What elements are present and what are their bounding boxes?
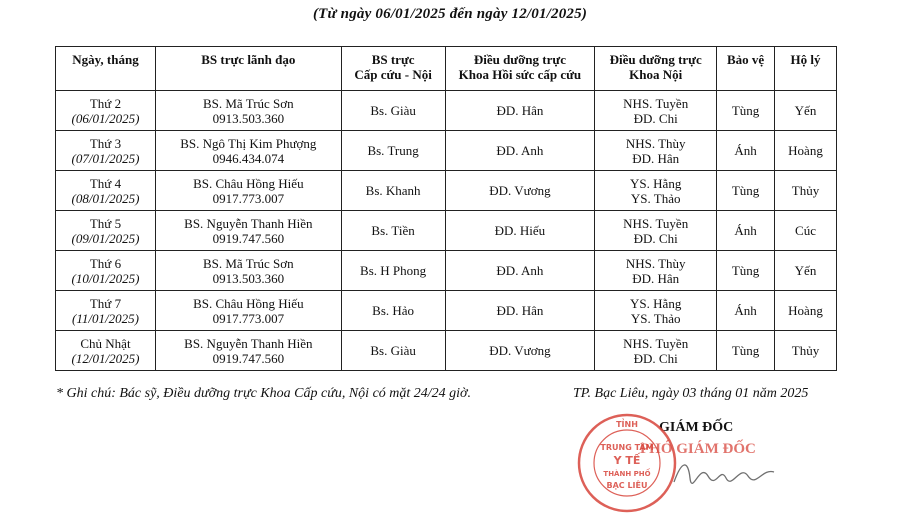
cell-icu-nurse: ĐD. Hân — [445, 91, 595, 131]
cell-date: Thứ 5 (09/01/2025) — [56, 211, 156, 251]
cell-lead-doctor: BS. Nguyễn Thanh Hiền 0919.747.560 — [155, 211, 341, 251]
cell-er-doctor: Bs. Khanh — [341, 171, 445, 211]
cell-icu-nurse: ĐD. Hân — [445, 291, 595, 331]
cell-er-doctor: Bs. Giàu — [341, 91, 445, 131]
seal-text-province: TỈNH — [616, 420, 638, 429]
cell-lead-doctor: BS. Mã Trúc Sơn 0913.503.360 — [155, 251, 341, 291]
cell-orderly: Yến — [775, 91, 837, 131]
cell-date: Thứ 7 (11/01/2025) — [56, 291, 156, 331]
seal-text-name: BẠC LIÊU — [606, 481, 648, 490]
seal-text-health: Y TẾ — [613, 454, 641, 467]
schedule-date-range: (Từ ngày 06/01/2025 đến ngày 12/01/2025) — [312, 6, 588, 22]
cell-icu-nurse: ĐD. Vương — [445, 171, 595, 211]
table-row — [56, 291, 837, 331]
header-internal-nurse: Điều dưỡng trực Khoa Nội — [595, 47, 717, 91]
table-row — [56, 171, 837, 211]
cell-icu-nurse: ĐD. Anh — [445, 131, 595, 171]
cell-er-doctor: Bs. Trung — [341, 131, 445, 171]
cell-lead-doctor: BS. Châu Hồng Hiếu 0917.773.007 — [155, 291, 341, 331]
cell-internal-nurse: NHS. Thùy ĐD. Hân — [595, 251, 717, 291]
header-orderly: Hộ lý — [775, 47, 837, 91]
cell-date: Thứ 4 (08/01/2025) — [56, 171, 156, 211]
seal-text-city: THÀNH PHỐ — [603, 470, 651, 478]
cell-guard: Tùng — [717, 171, 775, 211]
deputy-director-title: PHÓ GIÁM ĐỐC — [640, 441, 756, 457]
cell-guard: Ánh — [717, 291, 775, 331]
cell-er-doctor: Bs. Hảo — [341, 291, 445, 331]
table-header-row — [56, 47, 837, 91]
table-row — [56, 251, 837, 291]
table-row — [56, 131, 837, 171]
footnote: * Ghi chú: Bác sỹ, Điều dưỡng trực Khoa Cấp cứu, Nội có mặt 24/24 giờ. — [56, 386, 472, 401]
cell-lead-doctor: BS. Mã Trúc Sơn 0913.503.360 — [155, 91, 341, 131]
cell-orderly: Yến — [775, 251, 837, 291]
cell-date: Chủ Nhật (12/01/2025) — [56, 331, 156, 371]
header-er-doctor: BS trực Cấp cứu - Nội — [341, 47, 445, 91]
cell-orderly: Thủy — [775, 331, 837, 371]
cell-date: Thứ 6 (10/01/2025) — [56, 251, 156, 291]
cell-internal-nurse: NHS. Tuyền ĐD. Chi — [595, 331, 717, 371]
header-date: Ngày, tháng — [56, 47, 156, 91]
cell-icu-nurse: ĐD. Anh — [445, 251, 595, 291]
cell-er-doctor: Bs. Tiền — [341, 211, 445, 251]
seal-text-center: TRUNG TÂM — [600, 443, 654, 452]
cell-guard: Tùng — [717, 91, 775, 131]
table-row — [56, 211, 837, 251]
table-row — [56, 331, 837, 371]
cell-orderly: Cúc — [775, 211, 837, 251]
cell-lead-doctor: BS. Châu Hồng Hiếu 0917.773.007 — [155, 171, 341, 211]
signature-icon — [670, 452, 780, 492]
header-icu-nurse: Điều dưỡng trực Khoa Hồi sức cấp cứu — [445, 47, 595, 91]
cell-er-doctor: Bs. Giàu — [341, 331, 445, 371]
cell-icu-nurse: ĐD. Vương — [445, 331, 595, 371]
cell-lead-doctor: BS. Ngô Thị Kim Phượng 0946.434.074 — [155, 131, 341, 171]
cell-guard: Ánh — [717, 131, 775, 171]
cell-internal-nurse: YS. Hằng YS. Thảo — [595, 291, 717, 331]
cell-internal-nurse: NHS. Tuyền ĐD. Chi — [595, 91, 717, 131]
cell-orderly: Hoàng — [775, 291, 837, 331]
cell-date: Thứ 3 (07/01/2025) — [56, 131, 156, 171]
header-guard: Bảo vệ — [717, 47, 775, 91]
cell-internal-nurse: NHS. Thùy ĐD. Hân — [595, 131, 717, 171]
cell-er-doctor: Bs. H Phong — [341, 251, 445, 291]
cell-icu-nurse: ĐD. Hiếu — [445, 211, 595, 251]
duty-roster-table — [55, 46, 837, 371]
cell-internal-nurse: NHS. Tuyền ĐD. Chi — [595, 211, 717, 251]
cell-guard: Ánh — [717, 211, 775, 251]
cell-guard: Tùng — [717, 251, 775, 291]
cell-orderly: Hoàng — [775, 131, 837, 171]
cell-date: Thứ 2 (06/01/2025) — [56, 91, 156, 131]
cell-guard: Tùng — [717, 331, 775, 371]
header-lead-doctor: BS trực lãnh đạo — [155, 47, 341, 91]
table-row — [56, 91, 837, 131]
place-and-date: TP. Bạc Liêu, ngày 03 tháng 01 năm 2025 — [573, 386, 809, 401]
director-title: GIÁM ĐỐC — [659, 420, 734, 435]
cell-lead-doctor: BS. Nguyễn Thanh Hiền 0919.747.560 — [155, 331, 341, 371]
cell-internal-nurse: YS. Hằng YS. Thảo — [595, 171, 717, 211]
cell-orderly: Thủy — [775, 171, 837, 211]
official-seal-icon — [576, 412, 678, 514]
